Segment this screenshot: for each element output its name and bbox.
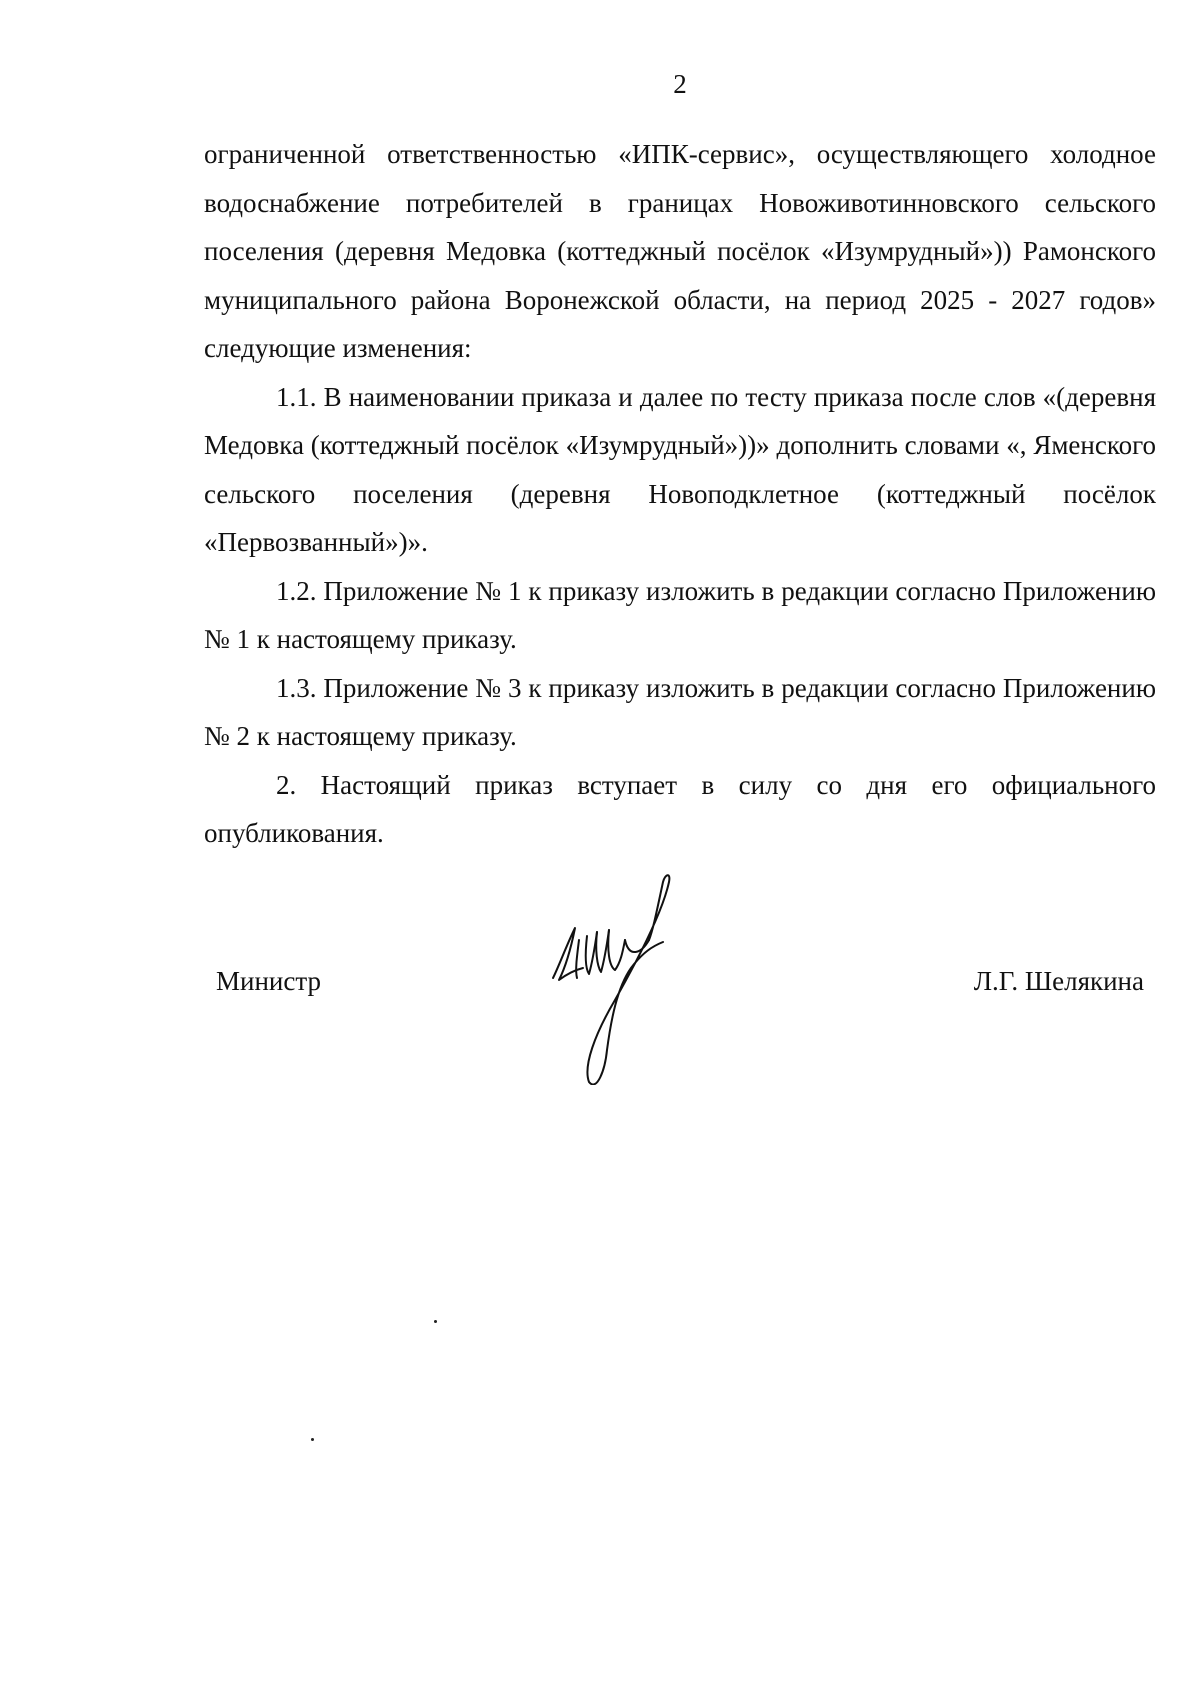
signature-block [0, 870, 1200, 1090]
page-number: 2 [673, 69, 687, 99]
paragraph-continuation: ограниченной ответственностью «ИПК-сервис», осуществляющего холодное водоснабжение потребителей в границах Новоживотинновского сельского поселения (деревня Медовка (коттеджный посёлок «Изумрудный»)) Рамонского муниципального района Воронежской области, на период 2025 - 2027 годов» следующие изменения: [204, 139, 1156, 363]
speck-mark [434, 1320, 437, 1323]
speck-mark [311, 1438, 314, 1441]
document-body [204, 130, 1156, 858]
paragraph-item-1-3: 1.3. Приложение № 3 к приказу изложить в редакции согласно Приложению № 2 к настоящему приказу. [204, 672, 1156, 751]
signatory-name: Л.Г. Шелякина [973, 966, 1144, 996]
paragraph-item-1-1: 1.1. В наименовании приказа и далее по тесту приказа после слов «(деревня Медовка (коттеджный посёлок «Изумрудный»))» дополнить словами «, Яменского сельского поселения (деревня Новоподклетное (коттеджный посёлок «Первозванный»)». [204, 381, 1156, 557]
handwritten-signature [545, 870, 705, 1085]
paragraph-item-2: 2. Настоящий приказ вступает в силу со дня его официального опубликования. [204, 769, 1156, 848]
signatory-role: Министр [216, 966, 321, 996]
paragraph-item-1-2: 1.2. Приложение № 1 к приказу изложить в редакции согласно Приложению № 1 к настоящему приказу. [204, 575, 1156, 654]
